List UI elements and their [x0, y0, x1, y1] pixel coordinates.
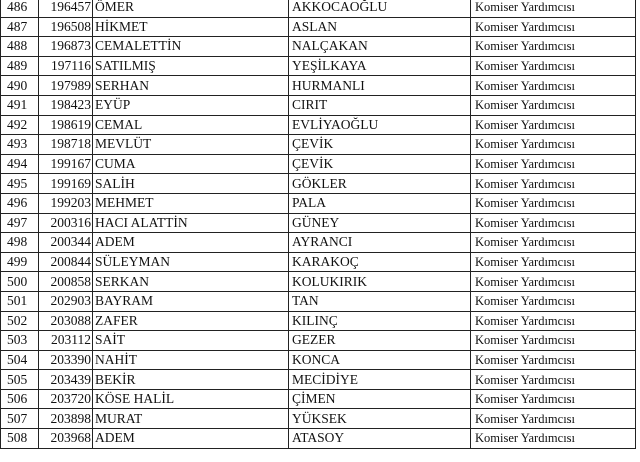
table-body	[1, 0, 636, 448]
title-cell: Komiser Yardımcısı	[471, 252, 636, 272]
table-row	[1, 429, 636, 449]
table-row	[1, 350, 636, 370]
first-name-cell: SERKAN	[93, 272, 289, 292]
registry-number-cell: 203720	[39, 389, 93, 409]
first-name-cell: HİKMET	[93, 17, 289, 37]
title-cell: Komiser Yardımcısı	[471, 389, 636, 409]
table-row	[1, 213, 636, 233]
last-name-cell: ASLAN	[289, 17, 471, 37]
row-number-cell: 493	[1, 135, 39, 155]
registry-number-cell: 198718	[39, 135, 93, 155]
table-row	[1, 56, 636, 76]
row-number-cell: 488	[1, 37, 39, 57]
title-cell: Komiser Yardımcısı	[471, 213, 636, 233]
first-name-cell: ZAFER	[93, 311, 289, 331]
last-name-cell: YEŞİLKAYA	[289, 56, 471, 76]
row-number-cell: 502	[1, 311, 39, 331]
table-row	[1, 76, 636, 96]
first-name-cell: CEMALETTİN	[93, 37, 289, 57]
title-cell: Komiser Yardımcısı	[471, 311, 636, 331]
row-number-cell: 504	[1, 350, 39, 370]
table-row	[1, 291, 636, 311]
title-cell: Komiser Yardımcısı	[471, 154, 636, 174]
row-number-cell: 508	[1, 429, 39, 449]
registry-number-cell: 203439	[39, 370, 93, 390]
registry-number-cell: 203088	[39, 311, 93, 331]
last-name-cell: KONCA	[289, 350, 471, 370]
table-row	[1, 115, 636, 135]
title-cell: Komiser Yardımcısı	[471, 233, 636, 253]
row-number-cell: 486	[1, 0, 39, 17]
title-cell: Komiser Yardımcısı	[471, 95, 636, 115]
registry-number-cell: 199203	[39, 193, 93, 213]
row-number-cell: 490	[1, 76, 39, 96]
first-name-cell: ADEM	[93, 429, 289, 449]
registry-number-cell: 203390	[39, 350, 93, 370]
last-name-cell: YÜKSEK	[289, 409, 471, 429]
table-row	[1, 135, 636, 155]
last-name-cell: EVLİYAOĞLU	[289, 115, 471, 135]
first-name-cell: SATILMIŞ	[93, 56, 289, 76]
title-cell: Komiser Yardımcısı	[471, 409, 636, 429]
registry-number-cell: 196457	[39, 0, 93, 17]
last-name-cell: KARAKOÇ	[289, 252, 471, 272]
registry-number-cell: 200344	[39, 233, 93, 253]
last-name-cell: TAN	[289, 291, 471, 311]
table-row	[1, 272, 636, 292]
table-row	[1, 193, 636, 213]
row-number-cell: 487	[1, 17, 39, 37]
title-cell: Komiser Yardımcısı	[471, 56, 636, 76]
title-cell: Komiser Yardımcısı	[471, 291, 636, 311]
registry-number-cell: 198423	[39, 95, 93, 115]
registry-number-cell: 203898	[39, 409, 93, 429]
row-number-cell: 505	[1, 370, 39, 390]
registry-number-cell: 198619	[39, 115, 93, 135]
registry-number-cell: 202903	[39, 291, 93, 311]
table-row	[1, 370, 636, 390]
first-name-cell: CUMA	[93, 154, 289, 174]
table-row	[1, 311, 636, 331]
first-name-cell: SERHAN	[93, 76, 289, 96]
title-cell: Komiser Yardımcısı	[471, 193, 636, 213]
row-number-cell: 506	[1, 389, 39, 409]
row-number-cell: 497	[1, 213, 39, 233]
first-name-cell: CEMAL	[93, 115, 289, 135]
registry-number-cell: 203112	[39, 331, 93, 351]
row-number-cell: 501	[1, 291, 39, 311]
row-number-cell: 496	[1, 193, 39, 213]
registry-number-cell: 200844	[39, 252, 93, 272]
table-row	[1, 37, 636, 57]
registry-number-cell: 197116	[39, 56, 93, 76]
first-name-cell: HACI ALATTİN	[93, 213, 289, 233]
first-name-cell: EYÜP	[93, 95, 289, 115]
last-name-cell: MECİDİYE	[289, 370, 471, 390]
last-name-cell: ÇEVİK	[289, 135, 471, 155]
title-cell: Komiser Yardımcısı	[471, 331, 636, 351]
last-name-cell: KILINÇ	[289, 311, 471, 331]
last-name-cell: PALA	[289, 193, 471, 213]
first-name-cell: ADEM	[93, 233, 289, 253]
first-name-cell: ÖMER	[93, 0, 289, 17]
first-name-cell: BEKİR	[93, 370, 289, 390]
first-name-cell: MEVLÜT	[93, 135, 289, 155]
registry-number-cell: 199167	[39, 154, 93, 174]
last-name-cell: GÜNEY	[289, 213, 471, 233]
first-name-cell: NAHİT	[93, 350, 289, 370]
table-row	[1, 154, 636, 174]
title-cell: Komiser Yardımcısı	[471, 370, 636, 390]
registry-number-cell: 196508	[39, 17, 93, 37]
last-name-cell: ÇEVİK	[289, 154, 471, 174]
table-row	[1, 233, 636, 253]
title-cell: Komiser Yardımcısı	[471, 350, 636, 370]
registry-number-cell: 197989	[39, 76, 93, 96]
title-cell: Komiser Yardımcısı	[471, 115, 636, 135]
title-cell: Komiser Yardımcısı	[471, 135, 636, 155]
registry-number-cell: 203968	[39, 429, 93, 449]
table-row	[1, 389, 636, 409]
last-name-cell: AKKOCAOĞLU	[289, 0, 471, 17]
table-row	[1, 17, 636, 37]
last-name-cell: HURMANLI	[289, 76, 471, 96]
row-number-cell: 494	[1, 154, 39, 174]
row-number-cell: 499	[1, 252, 39, 272]
table-row	[1, 174, 636, 194]
table-row	[1, 409, 636, 429]
title-cell: Komiser Yardımcısı	[471, 272, 636, 292]
table-row	[1, 252, 636, 272]
first-name-cell: MURAT	[93, 409, 289, 429]
row-number-cell: 500	[1, 272, 39, 292]
row-number-cell: 507	[1, 409, 39, 429]
row-number-cell: 492	[1, 115, 39, 135]
table-row	[1, 0, 636, 17]
row-number-cell: 489	[1, 56, 39, 76]
first-name-cell: SALİH	[93, 174, 289, 194]
last-name-cell: NALÇAKAN	[289, 37, 471, 57]
last-name-cell: KOLUKIRIK	[289, 272, 471, 292]
table-row	[1, 95, 636, 115]
title-cell: Komiser Yardımcısı	[471, 429, 636, 449]
first-name-cell: SAİT	[93, 331, 289, 351]
registry-number-cell: 200316	[39, 213, 93, 233]
table-row	[1, 331, 636, 351]
row-number-cell: 498	[1, 233, 39, 253]
last-name-cell: GÖKLER	[289, 174, 471, 194]
last-name-cell: ATASOY	[289, 429, 471, 449]
registry-number-cell: 196873	[39, 37, 93, 57]
row-number-cell: 503	[1, 331, 39, 351]
first-name-cell: KÖSE HALİL	[93, 389, 289, 409]
registry-number-cell: 200858	[39, 272, 93, 292]
last-name-cell: AYRANCI	[289, 233, 471, 253]
title-cell: Komiser Yardımcısı	[471, 0, 636, 17]
title-cell: Komiser Yardımcısı	[471, 174, 636, 194]
last-name-cell: GEZER	[289, 331, 471, 351]
last-name-cell: CIRIT	[289, 95, 471, 115]
first-name-cell: SÜLEYMAN	[93, 252, 289, 272]
row-number-cell: 491	[1, 95, 39, 115]
registry-number-cell: 199169	[39, 174, 93, 194]
first-name-cell: BAYRAM	[93, 291, 289, 311]
title-cell: Komiser Yardımcısı	[471, 17, 636, 37]
row-number-cell: 495	[1, 174, 39, 194]
title-cell: Komiser Yardımcısı	[471, 37, 636, 57]
title-cell: Komiser Yardımcısı	[471, 76, 636, 96]
last-name-cell: ÇİMEN	[289, 389, 471, 409]
first-name-cell: MEHMET	[93, 193, 289, 213]
